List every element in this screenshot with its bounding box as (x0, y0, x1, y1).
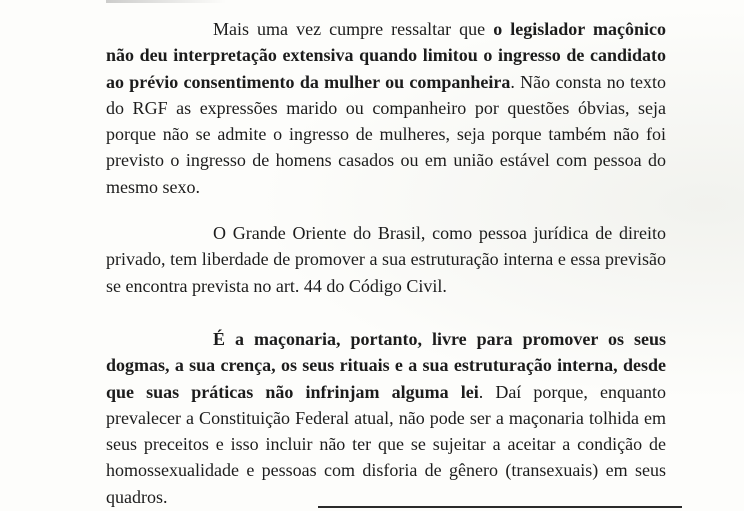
paragraph-2 (106, 220, 666, 299)
paragraph-1-text-2: . Não consta no texto do RGF as expressões marido ou companheiro por questões óbvias, seja porque não se admite o ingresso de mulheres, seja porque também não foi previsto o ingresso de homens casados ou em união estável com pessoa do mesmo sexo. (106, 71, 666, 197)
paragraph-2-text: O Grande Oriente do Brasil, como pessoa jurídica de direito privado, tem liberdade de promover a sua estruturação interna e essa previsão se encontra prevista no art. 44 do Código Civil. (106, 223, 666, 296)
paragraph-1 (106, 16, 666, 200)
document-body (106, 16, 666, 510)
page-divider-line (318, 506, 682, 508)
paragraph-1-text-1: Mais uma vez cumpre ressaltar que (213, 19, 494, 39)
scan-edge-mark (106, 0, 226, 3)
paragraph-1-emphasis: o legislador maçônico não deu interpretação extensiva quando limitou o ingresso de candidato ao prévio consentimento da mulher ou companheira (106, 19, 666, 92)
paragraph-3-emphasis: É a maçonaria, portanto, livre para promover os seus dogmas, a sua crença, os seus rituais e a sua estruturação interna, desde que suas práticas não infrinjam alguma lei (106, 328, 666, 402)
paragraph-3 (106, 326, 666, 510)
paragraph-3-text: . Daí porque, enquanto prevalecer a Constituição Federal atual, não pode ser a maçonaria tolhida em seus preceitos e isso incluir não ter que se sujeitar a aceitar a condição de homossexualidade e pessoas com disforia de gênero (transexuais) em seus quadros. (106, 381, 666, 507)
